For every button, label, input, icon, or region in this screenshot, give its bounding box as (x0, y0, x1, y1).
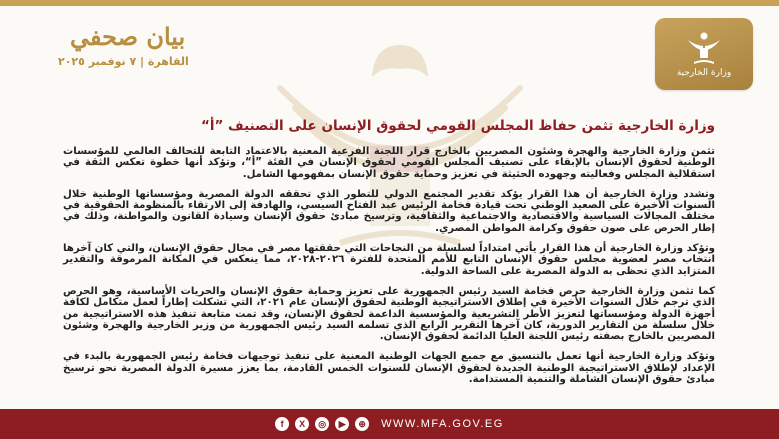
body-paragraph: كما تثمن وزارة الخارجية حرص فخامة السيد رئيس الجمهورية على تعزيز وحماية حقوق الإنسان والحريات الأساسية، وهو الحرص الذي ترجم خلال السنوات الأخيرة في إطلاق الاستراتيجية الوطنية لحقوق الإنسان عام ٢٠٢١، التي تشكلت إطاراً لعمل متكامل لكافة أجهزة الدولة ومؤسساتها لتعزيز الأطر التشريعية والمؤسسية الداعمة لحقوق الإنسان، وقد تمت متابعة تنفيذ هذه الاستراتيجية من خلال سلسلة من التقارير الدورية، كان آخرها التقرير الرابع الذي تسلمه السيد رئيس الجمهورية من وزير الخارجية والهجرة وشئون المصريين بالخارج بصفته رئيس اللجنة العليا الدائمة لحقوق الإنسان. (63, 285, 715, 343)
header-date-location: القاهرة | ٧ نوفمبر ٢٠٢٥ (58, 55, 189, 68)
body-paragraph: وتشدد وزارة الخارجية أن هذا القرار يؤكد تقدير المجتمع الدولي للتطور الذي تحققه الدولة المصرية ومؤسساتها الوطنية خلال السنوات الأخيرة على الصعيد الوطني تحت قيادة فخامة الرئيس عبد الفتاح السيسي، والهادفة إلى الارتقاء بالمنظومة الحقوقية في مختلف المجالات السياسية والاقتصادية والاجتماعية والثقافية، وترسيخ مبادئ حقوق الإنسان وسيادة القانون والمواطنة، وذلك في إطار الحرص على صون حقوق وكرامة المواطن المصري. (63, 188, 715, 234)
ministry-logo (655, 18, 753, 90)
website-icon[interactable]: ⊕ (355, 417, 369, 431)
body-paragraph: وتؤكد وزارة الخارجية أنها تعمل بالتنسيق مع جميع الجهات الوطنية المعنية على تنفيذ توجيهات فخامة رئيس الجمهورية بالبدء في الإعداد لإطلاق الاستراتيجية الوطنية الجديدة لحقوق الإنسان للسنوات الخمس القادمة، بما يعزز مسيرة الدولة المصرية نحو ترسيخ مبادئ حقوق الإنسان الشاملة والتنمية المستدامة. (63, 351, 715, 386)
footer-content (0, 409, 779, 439)
top-frame-border (0, 0, 779, 6)
body-paragraph: تثمن وزارة الخارجية والهجرة وشئون المصريين بالخارج قرار اللجنة الفرعية المعنية بالاعتماد التابعة للتحالف العالمي للمؤسسات الوطنية لحقوق الإنسان بالإبقاء على تصنيف المجلس القومي لحقوق الإنسان في الفئة ”أ“، وتؤكد أنها خطوة تعكس الثقة في استقلالية المجلس وفعاليته وجهوده الحثيثة في تعزيز وحماية حقوق الإنسان بمفهومها الشامل. (63, 146, 715, 180)
instagram-icon[interactable]: ◎ (315, 417, 329, 431)
eagle-emblem-icon (684, 30, 724, 66)
x-twitter-icon[interactable]: X (295, 417, 309, 431)
facebook-icon[interactable]: f (275, 417, 289, 431)
body-paragraph: وتؤكد وزارة الخارجية أن هذا القرار يأتي امتداداً لسلسلة من النجاحات التي حققتها مصر في مجال حقوق الإنسان، والتي كان آخرها انتخاب مصر لعضوية مجلس حقوق الإنسان التابع للأمم المتحدة للفترة ٢٠٢٦-٢٠٢٨، مما ينعكس في المكانة المرموقة والتقدير المتزايد الذي تحظى به الدولة المصرية على الساحة الدولية. (63, 243, 715, 277)
logo-text: وزارة الخارجية (676, 68, 732, 78)
footer-website-link[interactable]: WWW.MFA.GOV.EG (381, 418, 504, 430)
header-title: بيان صحفي (70, 22, 186, 51)
press-release-body (63, 146, 715, 394)
youtube-icon[interactable]: ▶ (335, 417, 349, 431)
press-release-headline: وزارة الخارجية تثمن حفاظ المجلس القومي لحقوق الإنسان على التصنيف ”أ“ (200, 118, 715, 134)
